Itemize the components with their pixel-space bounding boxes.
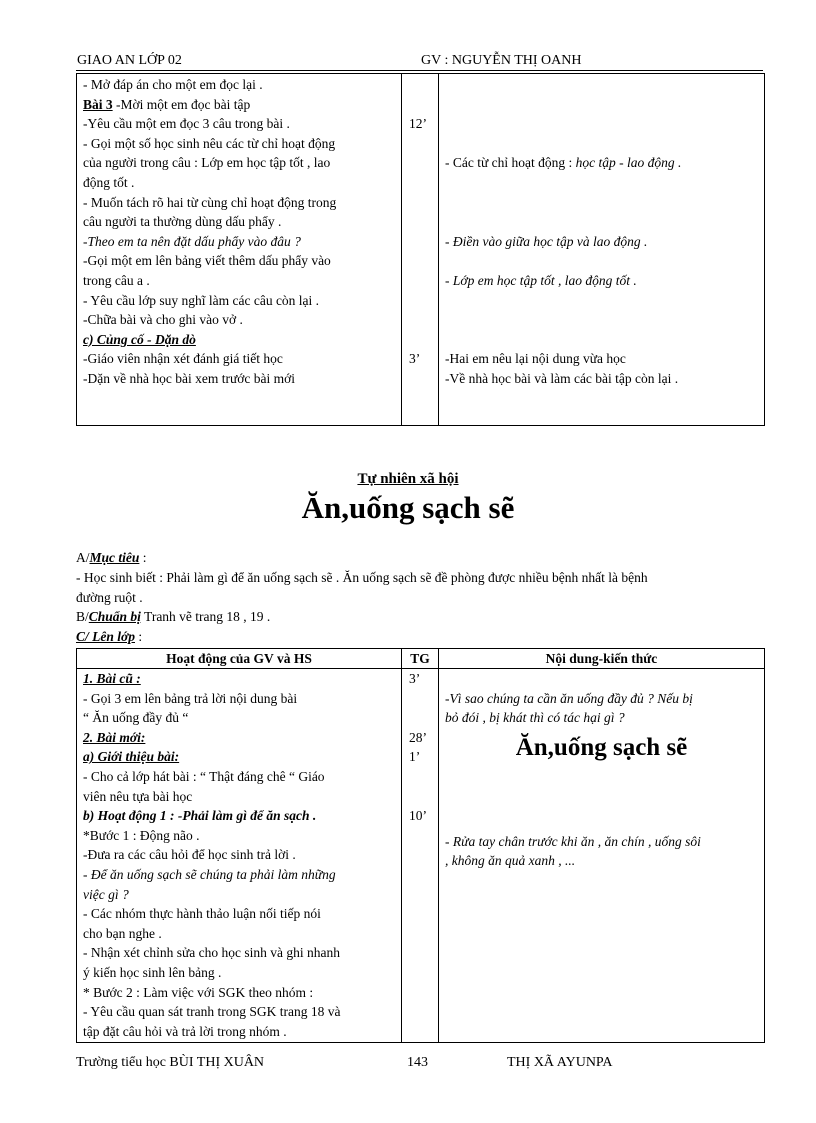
content-line [439, 251, 764, 271]
time-value [402, 787, 438, 807]
content-line [439, 212, 764, 232]
section-a-title: Mục tiêu [89, 550, 140, 565]
time-value [402, 865, 438, 885]
content-line: - Lớp em học tập tốt , lao động tốt . [445, 272, 637, 288]
activity-line: - Yêu cầu lớp suy nghĩ làm các câu còn lại . [83, 292, 320, 308]
activity-line: viên nêu tựa bài học [83, 788, 193, 804]
activity-line: - Muốn tách rõ hai từ cùng chỉ hoạt động trong [83, 194, 337, 210]
content-line [439, 310, 764, 330]
time-value [402, 1022, 438, 1042]
time-value [402, 885, 438, 905]
time-value [402, 212, 438, 232]
activity-line: cho bạn nghe . [83, 925, 162, 941]
content-cell [439, 669, 765, 1043]
activity-line: ý kiến học sinh lên bảng . [83, 964, 222, 980]
content-line: -Hai em nêu lại nội dung vừa học [445, 351, 626, 367]
header-activities: Hoạt động của GV và HS [77, 649, 402, 669]
time-value [402, 193, 438, 213]
activity-line: - Mở đáp án cho một em đọc lại . [83, 77, 263, 92]
lesson-title: Ăn,uống sạch sẽ [301, 490, 515, 525]
activity-line: tập đặt câu hỏi và trả lời trong nhóm . [83, 1023, 287, 1039]
time-value [402, 963, 438, 983]
activity-line: Bài 3 -Mời một em đọc bài tập [83, 96, 251, 112]
activity-line: b) Hoạt động 1 : -Phải làm gì để ăn sạch . [83, 808, 317, 824]
content-cell [439, 74, 765, 426]
activity-line: - Gọi 3 em lên bảng trả lời nội dung bài [83, 690, 298, 706]
header-right: GV : NGUYỄN THỊ OANH [421, 53, 582, 68]
time-value [402, 310, 438, 330]
section-a-heading: A/Mục tiêu : [76, 550, 147, 565]
content-line [439, 95, 764, 115]
activity-line: - Yêu cầu quan sát tranh trong SGK trang 18 và [83, 1004, 341, 1020]
activity-line: -Yêu cầu một em đọc 3 câu trong bài . [83, 116, 290, 132]
activity-line: của người trong câu : Lớp em học tập tốt , lao [83, 155, 331, 171]
header-content: Nội dung-kiến thức [439, 649, 765, 669]
content-line: - Rửa tay chân trước khi ăn , ăn chín , uống sôi [445, 833, 701, 849]
time-value [402, 271, 438, 291]
activity-line: -Giáo viên nhận xét đánh giá tiết học [83, 351, 283, 367]
header-time: TG [402, 649, 439, 669]
content-lesson-title: Ăn,uống sạch sẽ [515, 733, 688, 761]
lesson-table-continued [76, 73, 765, 426]
teacher-activities-cell [77, 74, 402, 426]
activity-line: - Cho cả lớp hát bài : “ Thật đáng chê “ Giáo [83, 768, 325, 784]
activity-line: việc gì ? [83, 886, 129, 902]
activity-line: “ Ăn uống đầy đủ “ [83, 710, 189, 726]
header-left: GIAO AN LỚP 02 [77, 53, 182, 68]
section-a-text-line2: đường ruột . [76, 590, 143, 605]
subject-title: Tự nhiên xã hội [357, 471, 459, 487]
time-value: 3’ [409, 671, 421, 686]
activity-line: *Bước 1 : Động não . [83, 827, 200, 843]
time-value [402, 153, 438, 173]
time-value [402, 95, 438, 115]
activity-line: -Theo em ta nên đặt dấu phẩy vào đâu ? [83, 233, 301, 249]
time-value [402, 689, 438, 709]
header-rule [76, 70, 763, 71]
activity-line: * Bước 2 : Làm việc với SGK theo nhóm : [83, 984, 314, 1000]
time-value [402, 1002, 438, 1022]
activity-line: 1. Bài cũ : [83, 671, 141, 686]
time-value: 28’ [409, 729, 427, 745]
time-cell [402, 74, 439, 426]
footer-page-number: 143 [407, 1055, 428, 1070]
content-line: , không ăn quả xanh , ... [445, 853, 576, 869]
activity-line: 2. Bài mới: [83, 729, 146, 745]
activity-line: - Nhận xét chỉnh sửa cho học sinh và ghi nhanh [83, 945, 341, 961]
activity-line: c) Củng cố - Dặn dò [83, 331, 196, 347]
section-b-heading: B/Chuẩn bị Tranh vẽ trang 18 , 19 . [76, 609, 271, 624]
activity-line: a) Giới thiệu bài: [83, 749, 180, 765]
activity-line: -Chữa bài và cho ghi vào vở . [83, 312, 243, 328]
content-line: -Về nhà học bài và làm các bài tập còn lại . [445, 370, 679, 386]
section-a-text-line1: - Học sinh biết : Phải làm gì để ăn uống sạch sẽ . Ăn uống sạch sẽ đề phòng được nhiều bệnh nhất là bệnh [76, 570, 648, 585]
activity-line: - Để ăn uống sạch sẽ chúng ta phải làm những [83, 866, 336, 882]
content-line [439, 193, 764, 213]
content-line [439, 114, 764, 134]
time-value [402, 291, 438, 311]
activity-line: - Các nhóm thực hành thảo luận nối tiếp nói [83, 906, 321, 922]
time-value: 1’ [409, 749, 421, 765]
content-line: bỏ đói , bị khát thì có tác hại gì ? [445, 710, 625, 726]
activity-line: - Gọi một số học sinh nêu các từ chỉ hoạt động [83, 135, 336, 151]
time-value: 3’ [409, 351, 421, 367]
activity-line: câu người ta thường dùng dấu phẩy . [83, 214, 282, 230]
activity-line: động tốt . [83, 174, 135, 190]
footer-town: THỊ XÃ AYUNPA [507, 1055, 613, 1070]
activity-line: -Đưa ra các câu hỏi để học sinh trả lời . [83, 847, 296, 863]
time-value: 12’ [409, 116, 427, 132]
time-value [402, 232, 438, 252]
time-value [402, 173, 438, 193]
content-line [439, 291, 764, 311]
time-value [402, 75, 438, 95]
time-value [402, 330, 438, 350]
time-value [402, 904, 438, 924]
section-b-title: Chuẩn bị [88, 609, 141, 624]
time-value [402, 845, 438, 865]
footer-school: Trường tiểu học BÙI THỊ XUÂN [76, 1055, 265, 1070]
time-value: 10’ [409, 808, 427, 824]
section-b-text: Tranh vẽ trang 18 , 19 . [140, 609, 271, 624]
content-line [439, 75, 764, 95]
time-value [402, 369, 438, 389]
content-line: - Điền vào giữa học tập và lao động . [445, 233, 648, 249]
activity-line: -Gọi một em lên bảng viết thêm dấu phẩy vào [83, 253, 331, 269]
content-line: -Vì sao chúng ta cần ăn uống đầy đủ ? Nếu bị [445, 690, 693, 706]
time-value [402, 134, 438, 154]
teacher-activities-cell [77, 669, 402, 1043]
section-c-title: C/ Lên lớp [76, 629, 135, 644]
time-value [402, 708, 438, 728]
content-line [439, 330, 764, 350]
lesson-table [76, 648, 765, 1043]
time-value [402, 767, 438, 787]
content-line [439, 669, 764, 689]
activity-line: trong câu a . [83, 272, 150, 288]
content-line [439, 134, 764, 154]
time-cell [402, 669, 439, 1043]
content-line: - Các từ chỉ hoạt động : học tập - lao động . [445, 155, 682, 171]
section-c-heading: C/ Lên lớp : [76, 629, 143, 644]
time-value [402, 251, 438, 271]
content-line [439, 173, 764, 193]
time-value [402, 826, 438, 846]
time-value [402, 924, 438, 944]
time-value [402, 943, 438, 963]
activity-line: -Dặn về nhà học bài xem trước bài mới [83, 370, 296, 386]
time-value [402, 983, 438, 1003]
